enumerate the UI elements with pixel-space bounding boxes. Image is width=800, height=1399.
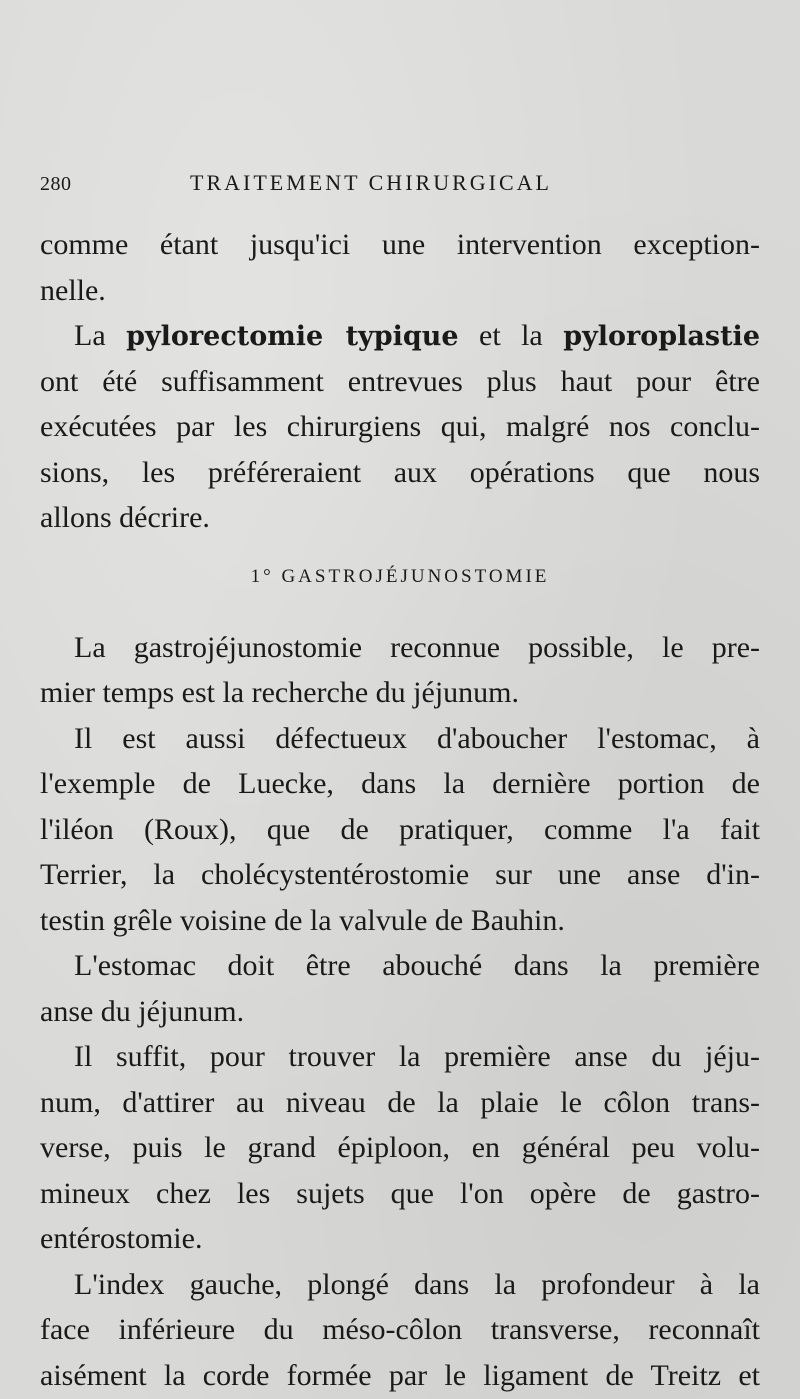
paragraph-2-line-4: sions, les préféreraient aux opérations que nous	[40, 455, 760, 489]
paragraph-5-line-2: anse du jéjunum.	[40, 994, 245, 1028]
paragraph-6-line-3: verse, puis le grand épiploon, en général peu volu-	[40, 1131, 760, 1164]
paragraph-2-line-1	[40, 313, 760, 359]
section-heading: 1° GASTROJÉJUNOSTOMIE	[250, 565, 550, 587]
running-title: TRAITEMENT CHIRURGICAL	[190, 170, 552, 195]
paragraph-1-line-1: comme étant jusqu'ici une intervention exception-	[40, 228, 760, 261]
paragraph-6-line-2: num, d'attirer au niveau de la plaie le côlon trans-	[40, 1085, 760, 1119]
term-pyloroplastie: pyloroplastie	[563, 321, 760, 352]
running-head	[40, 170, 760, 202]
paragraph-4-line-1: Il est aussi défectueux d'aboucher l'estomac, à	[74, 721, 760, 755]
page-number: 280	[40, 173, 72, 195]
paragraph-7-line-3: aisément la corde formée par le ligament de Treitz et	[40, 1358, 760, 1392]
paragraph-4-line-5: testin grêle voisine de la valvule de Bauhin.	[40, 903, 565, 937]
paragraph-2-text-a: La	[74, 319, 127, 352]
paragraph-2-line-2: ont été suffisamment entrevues plus haut pour être	[40, 364, 760, 398]
paragraph-2-text-c: et la	[458, 319, 564, 352]
paragraph-2-line-5: allons décrire.	[40, 501, 210, 534]
paragraph-7-line-1: L'index gauche, plongé dans la profondeur à la	[74, 1267, 760, 1301]
paragraph-4-line-3: l'iléon (Roux), que de pratiquer, comme l'a fait	[40, 812, 760, 846]
paragraph-1-line-2: nelle.	[40, 273, 106, 307]
term-pylorectomie-typique: pylorectomie typique	[126, 321, 459, 352]
paragraph-6-line-1: Il suffit, pour trouver la première anse du jéju-	[74, 1040, 760, 1073]
paragraph-6-line-5: entérostomie.	[40, 1222, 203, 1255]
paragraph-5-line-1: L'estomac doit être abouché dans la première	[74, 949, 760, 982]
paragraph-2-line-3: exécutées par les chirurgiens qui, malgré nos conclu-	[40, 410, 760, 443]
paragraph-3-line-2: mier temps est la recherche du jéjunum.	[40, 676, 519, 709]
paragraph-6-line-4: mineux chez les sujets que l'on opère de gastro-	[40, 1176, 760, 1210]
paragraph-3-line-1: La gastrojéjunostomie reconnue possible, le pre-	[74, 630, 760, 664]
paragraph-7-line-2: face inférieure du méso-côlon transverse, reconnaît	[40, 1313, 760, 1346]
paragraph-4-line-2: l'exemple de Luecke, dans la dernière portion de	[40, 767, 760, 800]
paragraph-4-line-4: Terrier, la cholécystentérostomie sur une anse d'in-	[40, 858, 760, 891]
body-text	[40, 222, 760, 1398]
